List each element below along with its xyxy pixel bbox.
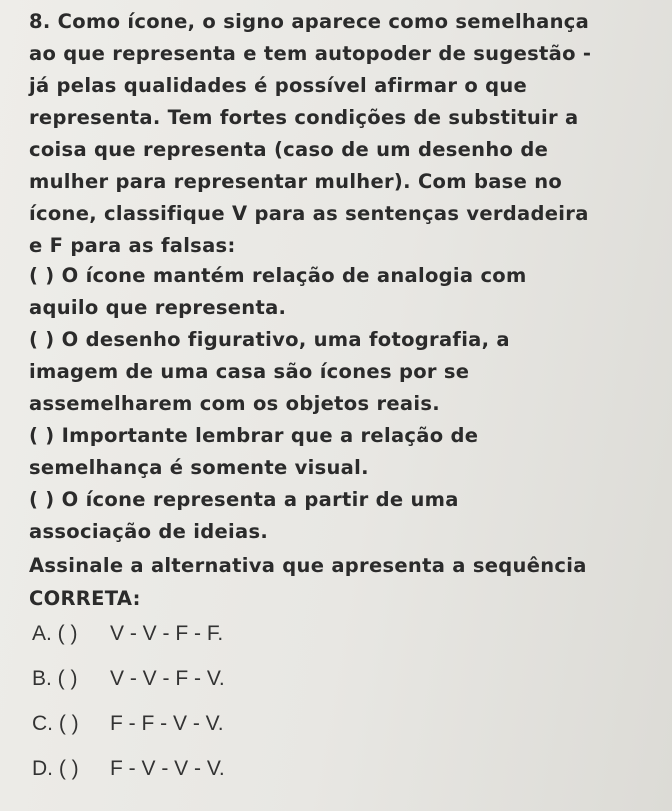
question-line: 8. Como ícone, o signo aparece como semelhança [29, 10, 590, 33]
statement-2-line: assemelharem com os objetos reais. [29, 392, 440, 415]
instruction-line: Assinale a alternativa que apresenta a sequência [29, 554, 587, 577]
option-a[interactable] [32, 623, 223, 644]
question-line: ícone, classifique V para as sentenças verdadeira [29, 202, 589, 225]
option-c[interactable] [32, 713, 224, 734]
instruction-line: CORRETA: [29, 587, 141, 610]
statement-2-line: ( ) O desenho figurativo, uma fotografia, a [29, 328, 510, 351]
statement-1-line: aquilo que representa. [29, 296, 287, 319]
option-b-sequence: V - V - F - V. [110, 667, 225, 690]
statement-3-line: ( ) Importante lembrar que a relação de [29, 424, 479, 447]
option-d[interactable] [32, 758, 225, 779]
question-line: mulher para representar mulher). Com base no [29, 170, 563, 193]
option-a-marker: A. ( ) [32, 622, 78, 645]
statement-4-line: ( ) O ícone representa a partir de uma [29, 488, 459, 511]
option-b-marker: B. ( ) [32, 667, 78, 690]
option-d-sequence: F - V - V - V. [110, 757, 225, 780]
question-line: já pelas qualidades é possível afirmar o que [29, 74, 528, 97]
option-a-sequence: V - V - F - F. [110, 622, 224, 645]
statement-1-line: ( ) O ícone mantém relação de analogia com [29, 264, 527, 287]
question-line: ao que representa e tem autopoder de sugestão - [29, 42, 592, 65]
statement-2-line: imagem de uma casa são ícones por se [29, 360, 470, 383]
question-line: e F para as falsas: [29, 234, 236, 257]
statement-3-line: semelhança é somente visual. [29, 456, 369, 479]
question-line: coisa que representa (caso de um desenho de [29, 138, 549, 161]
option-b[interactable] [32, 668, 225, 689]
option-c-marker: C. ( ) [32, 712, 79, 735]
question-line: representa. Tem fortes condições de substituir a [29, 106, 579, 129]
option-c-sequence: F - F - V - V. [110, 712, 224, 735]
option-d-marker: D. ( ) [32, 757, 79, 780]
statement-4-line: associação de ideias. [29, 520, 269, 543]
